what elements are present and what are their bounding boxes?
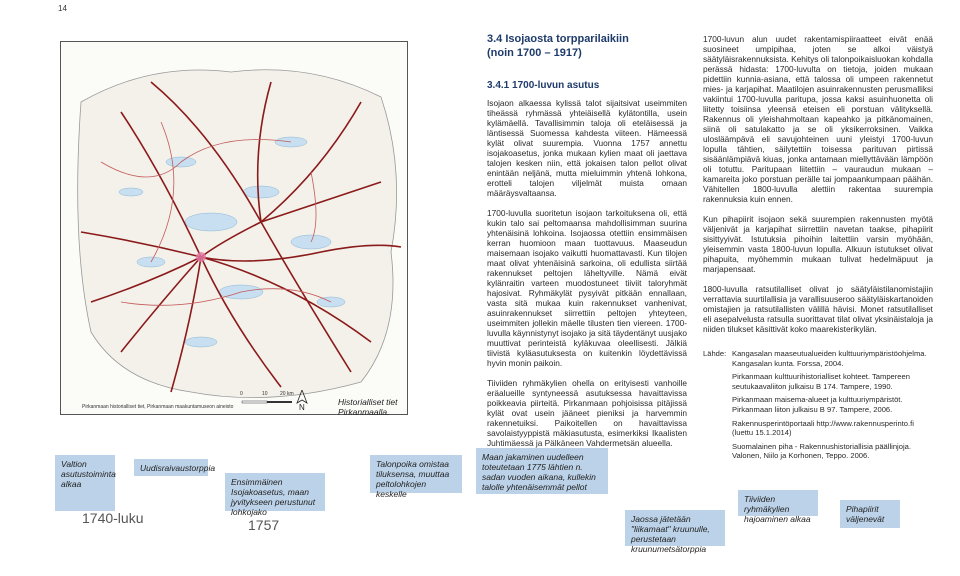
timeline-box: Valtion asutustoiminta alkaa [55,455,115,511]
section-title-line1: 3.4 Isojaosta torpparilaikiin [487,33,629,45]
scale-label-20: 20 km [280,391,294,397]
timeline-box: Uudisraivaustorppia [134,459,208,476]
source-text: Pirkanmaan maisema-alueet ja kulttuuriympäristöt. Pirkanmaan liiton julkaisu B 97. Tampere, 2006. [732,395,903,414]
right-column [703,34,933,344]
timeline-year: 1757 [248,517,280,533]
timeline-box: Ensimmäinen Isojakoasetus, maan jyvitykseen perustunut lohkojako [225,473,325,511]
section-title [487,32,629,60]
source-text: Kangasalan maaseutualueiden kulttuuriympäristöohjelma. Kangasalan kunta. Forssa, 2004. [732,349,927,368]
source-text: Suomalainen piha - Rakennushistoriallisia päällinjoja. Valonen, Niilo ja Korhonen, Teppo. 2006. [732,441,911,461]
sources-list [703,349,933,465]
source-text: Pirkanmaan kulttuurihistorialliset kohteet. Tampereen seutukaavaliiton julkaisu B 174. Tampere, 1990. [732,372,910,391]
subsection-title: 3.4.1 1700-luvun asutus [487,80,600,91]
timeline-box: Talonpoika omistaa tiluksensa, muuttaa peltolohkojen keskelle [370,455,462,493]
north-label: N [299,403,305,412]
page-number: 14 [58,4,67,13]
paragraph: Tiiviiden ryhmäkylien ohella on erityisesti vanhoille eräalueille syntyneessä asutuksessa havaittavissa poikkeavia piirteitä. Pirkanmaan pohjoisissa pitäjissä kylät ovat usein jääneet pieniksi ja harvemmin rakennetuiksi. Paikoitellen on havaittavissa savolaistyyppistä mäkiasutusta, esimerkiksi Ikaalisten Juhtimäessä ja Pälkäneen Vahdermetsän alueella. [487,378,687,448]
map-legend: Historialliset tiet Pirkanmaalla. [338,397,398,417]
source-item [703,395,933,414]
source-item [703,372,933,391]
paragraph: Kun pihapiirit isojaon sekä suurempien rakennusten myötä väljenivät ja karjapihat siirrettiin navetan taakse, pihapiirit sisittyyivät. Istutuksia pihoihin laitettiin varsin myöhään, yleisemmin vasta 1800-luvun lopulla. Alkuun istutukset olivat pihapuita, myöhemmin mukaan tulivat hedelmäpuut ja marjapensaat. [703,214,933,274]
timeline-box: Tiiviiden ryhmäkylien hajoaminen alkaa [738,490,818,516]
source-item [703,419,933,438]
north-arrow-icon [296,390,308,404]
timeline-box: Jaossa jätetään "liikamaat" kruunulle, perustetaan kruunumetsätorppia [625,510,725,546]
timeline-box: Pihapiirit väljenevät [840,500,900,528]
source-item [703,349,933,368]
timeline-year: 1740-luku [82,510,144,526]
paragraph: 1800-luvulla ratsutilalliset olivat jo säätyläistilanomistajiin verrattavia suurtilallisia ja varallisuuseroo säätyläiskartanoiden omistajien ja ratsutilallisten välillä hävisi. Monet ratsutilalliset eli asepalvelusta ratsulla suorittavat tilat olivat yksinäistaloja ja niiden tilukset käsittivät koko maarekisterikylän. [703,284,933,334]
scale-label-0: 0 [240,391,243,397]
section-title-line2: (noin 1700 – 1917) [487,47,582,59]
paragraph: 1700-luvun alun uudet rakentamispiiraatteet eivät enää suosineet umpipihaa, joten se alkoi väistyä säätyläisrakennuksista. Kehitys oli talonpoikaisluokan kohdalla perässä hidasta: 1700-luvulta on tietoja, joiden mukaan pidettiin kunnia-asiana, että talossa oli umpeen rakennetut mies- ja karjapihat. Maatilojen asuinrakennusten perusmalliksi vakiintui 1700-luvulla paritupa, jossa kaksi asuinhuonetta oli liitetty toisiinsa yleensä eteisen eli porstuan välityksellä. Rakennus oli yleishahmoltaan kapeahko ja pitkänomainen, siinä oli satulakatto ja se oli yksikerroksinen. Vaikka ulosläämpävä eli savujohteinen uuni yleistyi 1700-luvun lopulla tähtien, säilytettiin toisessa parituvan pirtissä sisäänlämpiävä kiuas, jonka antamaan miellyttävään lämpöön oli totuttu. Paritupaan liitettiin – vauraudun mukaan – kamareita joko porstuan perälle tai jompaankumpaan päähän. Vähitellen 1800-luvulla alettiin rakentaa suurempia rakennuksia kuin ennen. [703,34,933,204]
paragraph: 1700-luvulla suoritetun isojaon tarkoituksena oli, että kukin talo sai peltomaansa mahdollisimman suurina yhtenäisinä lohkoina. Isojaossa otettiin ensimmäisen kerran huomioon maan tuottavuus. Maaseudun maisemaan isojako vaikutti huomattavasti. Kun tilojen maat olivat yhtenäisinä sarkoina, oli edullista siirtää rakennukset peltojen läheltyville. Nämä eivät kylänraitin varteen muodostuneet tiiviit taloryhmät hajosivat. Ryhmäkylät pysyivät pitkään ennallaan, vasta sitä mukaa kuin rakennukset vanhenivat, asuinrakennukset siirrettiin peltojen yhteyteen, useimmiten jollekin mäelle tilusten tien viereen. 1700-luvulla käynnistynyt isojako ja sitä täydentänyt uusjako muuttivat perinteistä kyläkuvaa oleellisesti. Jälkiä tiivistä kyläasutuksesta on kuitenkin löydettävissä hyvin monin paikoin. [487,208,687,368]
map-scale-bar [240,392,296,408]
scale-label-10: 10 [262,391,268,397]
middle-column [487,98,687,458]
source-item [703,442,933,461]
north-arrow [296,390,308,412]
sources-label: Lähde: [703,349,727,358]
map-caption: Pirkanmaan historialliset tiet, Pirkanmaan maakuntamuseon aineisto [82,404,234,410]
historical-roads-map [60,41,408,415]
source-text: Rakennusperintöportaali http://www.rakennusperinto.fi (luettu 15.1.2014) [732,418,914,438]
map-image [61,42,408,415]
timeline-box: Maan jakaminen uudelleen toteutetaan 1775 lähtien n. sadan vuoden aikana, kullekin talolle yhtenäisemmät pellot [476,448,608,494]
paragraph: Isojaon alkaessa kylissä talot sijaitsivat useimmiten tiheässä ryhmässä yhteiäisellä kylätontilla, usein kylämäellä. Tavallisimmin taloja oli eteläisessä ja läntisessä Suomessa kahdesta viiteen. Hämeessä kylät olivat suurempia. Vuonna 1757 annettu isojakoasetus, jonka mukaan kylien maat oli jaettava talojen kesken niin, että jokaisen talon pellot olivat enintään neljänä, mutta mieluimmin yhtenä lohkona, erotteli talojen viljelmät muista omaan määräysvaltaansa. [487,98,687,198]
